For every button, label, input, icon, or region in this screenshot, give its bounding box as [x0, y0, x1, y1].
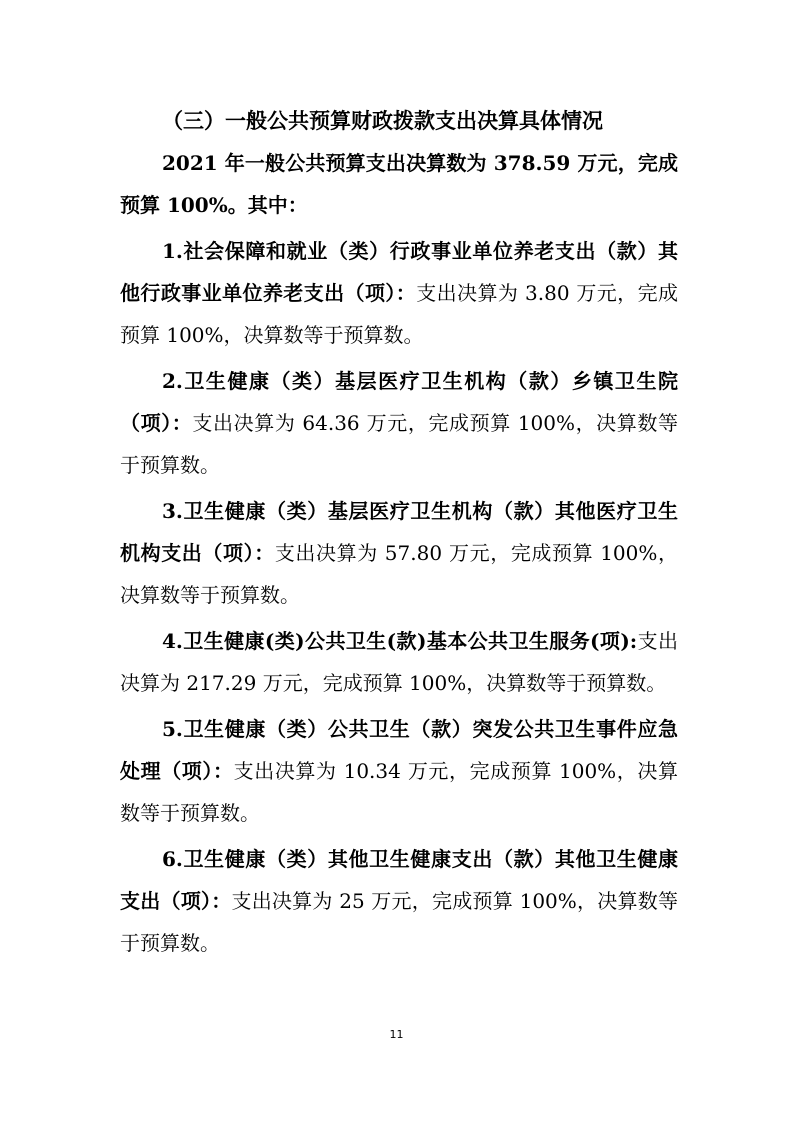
item-lead: 2.卫生健康（类）基层医疗卫生机构（款）乡镇卫生院（项）： [120, 369, 678, 435]
list-item [120, 490, 678, 616]
page-number: 11 [389, 1028, 404, 1041]
item-lead: 3.卫生健康（类）基层医疗卫生机构（款）其他医疗卫生机构支出（项）： [120, 499, 678, 565]
item-body: 支出决算为 10.34 万元，完成预算 100%，决算数等于预算数。 [120, 759, 678, 825]
list-item [120, 838, 678, 964]
summary-paragraph: 2021 年一般公共预算支出决算数为 378.59 万元，完成预算 100%。其中： [120, 151, 678, 217]
item-lead: 5.卫生健康（类）公共卫生（款）突发公共卫生事件应急处理（项）： [120, 717, 678, 783]
item-lead: 4.卫生健康(类)公共卫生(款)基本公共卫生服务(项): [162, 629, 638, 653]
section-heading: （三）一般公共预算财政拨款支出决算具体情况 [162, 108, 603, 133]
item-body: 支出决算为 3.80 万元，完成预算 100%，决算数等于预算数。 [120, 281, 678, 347]
list-item [120, 620, 678, 704]
item-lead: 1.社会保障和就业（类）行政事业单位养老支出（款）其他行政事业单位养老支出（项）： [120, 239, 678, 305]
item-body: 支出决算为 25 万元，完成预算 100%，决算数等于预算数。 [120, 889, 678, 955]
item-body: 支出决算为 57.80 万元，完成预算 100%，决算数等于预算数。 [120, 541, 678, 607]
list-item [120, 360, 678, 486]
item-body: 支出决算为 64.36 万元，完成预算 100%，决算数等于预算数。 [120, 411, 678, 477]
list-item [120, 230, 678, 356]
list-item [120, 708, 678, 834]
item-lead: 6.卫生健康（类）其他卫生健康支出（款）其他卫生健康支出（项）： [120, 847, 678, 913]
page-content [120, 100, 678, 964]
item-body: 支出决算为 217.29 万元，完成预算 100%，决算数等于预算数。 [120, 629, 678, 695]
